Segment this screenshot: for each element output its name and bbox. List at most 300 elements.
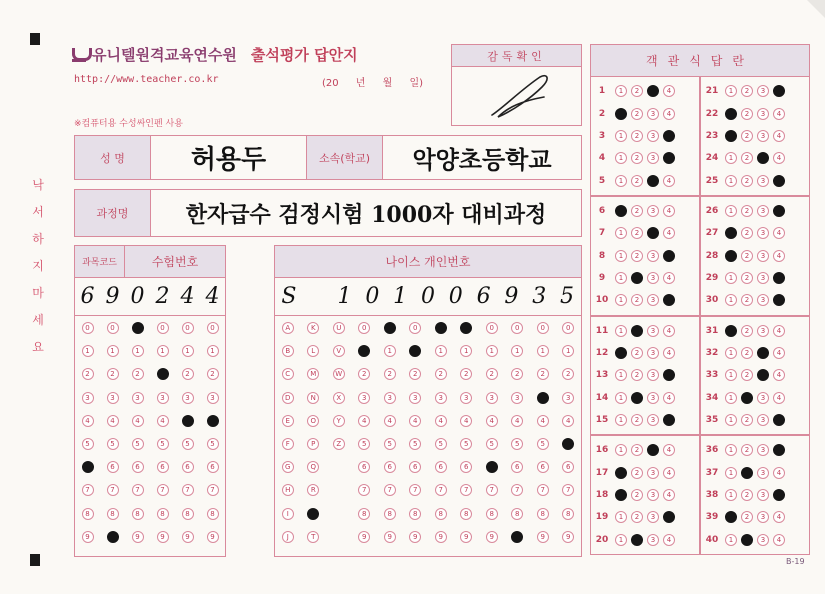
- bubble-option[interactable]: [333, 461, 345, 473]
- bubble-option[interactable]: 5: [435, 438, 447, 450]
- answer-bubble[interactable]: 4: [773, 250, 785, 262]
- course-field[interactable]: 한자급수 검정시험 1000자 대비과정: [185, 201, 547, 228]
- bubble-option[interactable]: 7: [562, 484, 574, 496]
- bubble-option[interactable]: C: [282, 368, 294, 380]
- answer-bubble[interactable]: 4: [663, 108, 675, 120]
- bubble-option[interactable]: 1: [460, 345, 472, 357]
- answer-bubble[interactable]: 2: [631, 294, 643, 306]
- answer-bubble[interactable]: [741, 534, 753, 546]
- bubble-option[interactable]: [460, 322, 472, 334]
- bubble-option[interactable]: 8: [537, 508, 549, 520]
- answer-bubble[interactable]: 1: [615, 392, 627, 404]
- bubble-option[interactable]: 2: [384, 368, 396, 380]
- bubble-option[interactable]: [182, 415, 194, 427]
- bubble-option[interactable]: 0: [107, 322, 119, 334]
- bubble-option[interactable]: 8: [207, 508, 219, 520]
- answer-bubble[interactable]: 4: [663, 347, 675, 359]
- answer-bubble[interactable]: 4: [773, 467, 785, 479]
- answer-bubble[interactable]: 3: [647, 108, 659, 120]
- bubble-option[interactable]: 2: [460, 368, 472, 380]
- bubble-option[interactable]: N: [307, 392, 319, 404]
- bubble-option[interactable]: 3: [207, 392, 219, 404]
- answer-bubble[interactable]: 3: [757, 414, 769, 426]
- answer-bubble[interactable]: 1: [725, 392, 737, 404]
- answer-bubble[interactable]: 3: [757, 130, 769, 142]
- bubble-option[interactable]: F: [282, 438, 294, 450]
- bubble-option[interactable]: 6: [562, 461, 574, 473]
- bubble-option[interactable]: 8: [384, 508, 396, 520]
- answer-bubble[interactable]: 2: [631, 175, 643, 187]
- bubble-option[interactable]: 7: [409, 484, 421, 496]
- bubble-option[interactable]: O: [307, 415, 319, 427]
- bubble-option[interactable]: 9: [537, 531, 549, 543]
- answer-bubble[interactable]: 1: [615, 534, 627, 546]
- bubble-option[interactable]: 8: [486, 508, 498, 520]
- bubble-option[interactable]: P: [307, 438, 319, 450]
- answer-bubble[interactable]: 1: [615, 369, 627, 381]
- answer-bubble[interactable]: 4: [773, 325, 785, 337]
- bubble-option[interactable]: L: [307, 345, 319, 357]
- bubble-option[interactable]: 2: [358, 368, 370, 380]
- bubble-option[interactable]: 8: [562, 508, 574, 520]
- answer-bubble[interactable]: 2: [631, 369, 643, 381]
- bubble-option[interactable]: 4: [409, 415, 421, 427]
- bubble-option[interactable]: 1: [107, 345, 119, 357]
- answer-bubble[interactable]: 2: [741, 272, 753, 284]
- answer-bubble[interactable]: 2: [741, 250, 753, 262]
- answer-bubble[interactable]: 3: [647, 325, 659, 337]
- bubble-option[interactable]: 5: [358, 438, 370, 450]
- answer-bubble[interactable]: [725, 250, 737, 262]
- answer-bubble[interactable]: 1: [725, 152, 737, 164]
- bubble-option[interactable]: 8: [132, 508, 144, 520]
- bubble-option[interactable]: 3: [157, 392, 169, 404]
- bubble-option[interactable]: [107, 531, 119, 543]
- bubble-option[interactable]: 9: [157, 531, 169, 543]
- answer-bubble[interactable]: 3: [647, 130, 659, 142]
- answer-bubble[interactable]: 1: [615, 325, 627, 337]
- answer-bubble[interactable]: 3: [647, 294, 659, 306]
- answer-bubble[interactable]: 3: [647, 534, 659, 546]
- bubble-option[interactable]: 6: [207, 461, 219, 473]
- bubble-option[interactable]: 1: [207, 345, 219, 357]
- answer-bubble[interactable]: 3: [647, 392, 659, 404]
- answer-bubble[interactable]: 2: [741, 175, 753, 187]
- bubble-option[interactable]: 4: [562, 415, 574, 427]
- answer-bubble[interactable]: [663, 294, 675, 306]
- answer-bubble[interactable]: [647, 85, 659, 97]
- answer-bubble[interactable]: 3: [647, 250, 659, 262]
- bubble-option[interactable]: [409, 345, 421, 357]
- bubble-option[interactable]: 1: [182, 345, 194, 357]
- answer-bubble[interactable]: 4: [773, 152, 785, 164]
- bubble-option[interactable]: 2: [132, 368, 144, 380]
- bubble-option[interactable]: [207, 415, 219, 427]
- answer-bubble[interactable]: [631, 534, 643, 546]
- bubble-option[interactable]: 4: [460, 415, 472, 427]
- bubble-option[interactable]: 2: [435, 368, 447, 380]
- answer-bubble[interactable]: 4: [773, 369, 785, 381]
- bubble-option[interactable]: 0: [511, 322, 523, 334]
- bubble-option[interactable]: 2: [537, 368, 549, 380]
- bubble-option[interactable]: 9: [132, 531, 144, 543]
- answer-bubble[interactable]: 3: [757, 511, 769, 523]
- bubble-option[interactable]: 2: [562, 368, 574, 380]
- bubble-option[interactable]: 2: [107, 368, 119, 380]
- bubble-option[interactable]: 8: [409, 508, 421, 520]
- bubble-option[interactable]: 7: [107, 484, 119, 496]
- bubble-option[interactable]: 7: [157, 484, 169, 496]
- bubble-option[interactable]: 2: [511, 368, 523, 380]
- answer-bubble[interactable]: 4: [663, 392, 675, 404]
- bubble-option[interactable]: D: [282, 392, 294, 404]
- bubble-option[interactable]: 8: [435, 508, 447, 520]
- answer-bubble[interactable]: 2: [631, 489, 643, 501]
- bubble-option[interactable]: [333, 484, 345, 496]
- bubble-option[interactable]: 0: [157, 322, 169, 334]
- answer-bubble[interactable]: 2: [741, 489, 753, 501]
- answer-bubble[interactable]: [631, 392, 643, 404]
- answer-bubble[interactable]: [615, 489, 627, 501]
- bubble-option[interactable]: 9: [384, 531, 396, 543]
- answer-bubble[interactable]: 1: [615, 175, 627, 187]
- bubble-option[interactable]: 5: [486, 438, 498, 450]
- bubble-option[interactable]: 5: [107, 438, 119, 450]
- bubble-option[interactable]: V: [333, 345, 345, 357]
- bubble-option[interactable]: 8: [82, 508, 94, 520]
- bubble-option[interactable]: [333, 531, 345, 543]
- bubble-option[interactable]: [333, 508, 345, 520]
- bubble-option[interactable]: 1: [486, 345, 498, 357]
- bubble-option[interactable]: 5: [537, 438, 549, 450]
- bubble-option[interactable]: 0: [537, 322, 549, 334]
- answer-bubble[interactable]: 1: [725, 272, 737, 284]
- answer-bubble[interactable]: 3: [757, 175, 769, 187]
- answer-bubble[interactable]: 1: [725, 175, 737, 187]
- bubble-option[interactable]: 3: [358, 392, 370, 404]
- bubble-option[interactable]: 4: [486, 415, 498, 427]
- bubble-option[interactable]: 7: [384, 484, 396, 496]
- bubble-option[interactable]: 3: [486, 392, 498, 404]
- bubble-option[interactable]: 9: [562, 531, 574, 543]
- answer-bubble[interactable]: [757, 152, 769, 164]
- answer-bubble[interactable]: 4: [663, 175, 675, 187]
- answer-bubble[interactable]: 2: [741, 369, 753, 381]
- answer-bubble[interactable]: 2: [741, 205, 753, 217]
- bubble-option[interactable]: 0: [358, 322, 370, 334]
- bubble-option[interactable]: J: [282, 531, 294, 543]
- bubble-option[interactable]: 4: [157, 415, 169, 427]
- answer-bubble[interactable]: 4: [663, 205, 675, 217]
- bubble-option[interactable]: 0: [562, 322, 574, 334]
- bubble-option[interactable]: 0: [207, 322, 219, 334]
- answer-bubble[interactable]: 2: [631, 347, 643, 359]
- answer-bubble[interactable]: 1: [725, 414, 737, 426]
- answer-bubble[interactable]: 4: [663, 325, 675, 337]
- bubble-option[interactable]: 8: [358, 508, 370, 520]
- answer-bubble[interactable]: 1: [615, 294, 627, 306]
- bubble-option[interactable]: [537, 392, 549, 404]
- bubble-option[interactable]: 0: [409, 322, 421, 334]
- bubble-option[interactable]: 7: [460, 484, 472, 496]
- bubble-option[interactable]: G: [282, 461, 294, 473]
- answer-bubble[interactable]: 2: [741, 511, 753, 523]
- answer-bubble[interactable]: 3: [757, 467, 769, 479]
- answer-bubble[interactable]: [773, 489, 785, 501]
- answer-bubble[interactable]: [725, 511, 737, 523]
- answer-bubble[interactable]: 1: [725, 489, 737, 501]
- bubble-option[interactable]: 5: [132, 438, 144, 450]
- bubble-option[interactable]: 5: [182, 438, 194, 450]
- answer-bubble[interactable]: [773, 444, 785, 456]
- bubble-option[interactable]: 3: [562, 392, 574, 404]
- bubble-option[interactable]: 1: [132, 345, 144, 357]
- answer-bubble[interactable]: 2: [741, 414, 753, 426]
- bubble-option[interactable]: 9: [460, 531, 472, 543]
- bubble-option[interactable]: B: [282, 345, 294, 357]
- bubble-option[interactable]: Z: [333, 438, 345, 450]
- bubble-option[interactable]: H: [282, 484, 294, 496]
- bubble-option[interactable]: 4: [107, 415, 119, 427]
- answer-bubble[interactable]: 2: [631, 205, 643, 217]
- bubble-option[interactable]: 9: [207, 531, 219, 543]
- org-field[interactable]: 악양초등학교: [412, 145, 552, 174]
- answer-bubble[interactable]: 3: [757, 444, 769, 456]
- bubble-option[interactable]: [82, 461, 94, 473]
- bubble-option[interactable]: [157, 368, 169, 380]
- answer-bubble[interactable]: 2: [741, 347, 753, 359]
- bubble-option[interactable]: [486, 461, 498, 473]
- answer-bubble[interactable]: 4: [663, 467, 675, 479]
- answer-bubble[interactable]: 1: [725, 467, 737, 479]
- bubble-option[interactable]: 7: [207, 484, 219, 496]
- bubble-option[interactable]: 6: [409, 461, 421, 473]
- answer-bubble[interactable]: [663, 511, 675, 523]
- bubble-option[interactable]: 6: [182, 461, 194, 473]
- answer-bubble[interactable]: 3: [757, 294, 769, 306]
- answer-bubble[interactable]: 2: [631, 444, 643, 456]
- answer-bubble[interactable]: 3: [757, 325, 769, 337]
- bubble-option[interactable]: 2: [82, 368, 94, 380]
- bubble-option[interactable]: 1: [82, 345, 94, 357]
- answer-bubble[interactable]: 1: [725, 85, 737, 97]
- answer-bubble[interactable]: 1: [725, 205, 737, 217]
- answer-bubble[interactable]: 1: [615, 444, 627, 456]
- bubble-option[interactable]: 1: [562, 345, 574, 357]
- bubble-option[interactable]: 9: [82, 531, 94, 543]
- bubble-option[interactable]: K: [307, 322, 319, 334]
- answer-bubble[interactable]: [615, 205, 627, 217]
- answer-bubble[interactable]: 3: [757, 489, 769, 501]
- answer-bubble[interactable]: 2: [741, 444, 753, 456]
- answer-bubble[interactable]: 4: [663, 444, 675, 456]
- bubble-option[interactable]: 9: [409, 531, 421, 543]
- bubble-option[interactable]: T: [307, 531, 319, 543]
- answer-bubble[interactable]: 2: [631, 467, 643, 479]
- answer-bubble[interactable]: 4: [773, 227, 785, 239]
- answer-bubble[interactable]: 2: [741, 85, 753, 97]
- bubble-option[interactable]: 2: [182, 368, 194, 380]
- bubble-option[interactable]: 7: [486, 484, 498, 496]
- bubble-option[interactable]: I: [282, 508, 294, 520]
- answer-bubble[interactable]: [647, 227, 659, 239]
- bubble-option[interactable]: 2: [409, 368, 421, 380]
- answer-bubble[interactable]: 1: [615, 250, 627, 262]
- answer-bubble[interactable]: [663, 250, 675, 262]
- answer-bubble[interactable]: 2: [631, 250, 643, 262]
- bubble-option[interactable]: 1: [435, 345, 447, 357]
- bubble-option[interactable]: 7: [358, 484, 370, 496]
- bubble-option[interactable]: Q: [307, 461, 319, 473]
- name-field[interactable]: 허용두: [151, 136, 307, 179]
- answer-bubble[interactable]: [773, 414, 785, 426]
- answer-bubble[interactable]: 4: [663, 489, 675, 501]
- bubble-option[interactable]: W: [333, 368, 345, 380]
- bubble-option[interactable]: R: [307, 484, 319, 496]
- bubble-option[interactable]: 3: [435, 392, 447, 404]
- bubble-option[interactable]: 4: [82, 415, 94, 427]
- answer-bubble[interactable]: 1: [725, 369, 737, 381]
- answer-bubble[interactable]: 3: [647, 347, 659, 359]
- bubble-option[interactable]: 5: [207, 438, 219, 450]
- bubble-option[interactable]: 7: [82, 484, 94, 496]
- bubble-option[interactable]: A: [282, 322, 294, 334]
- bubble-option[interactable]: 3: [460, 392, 472, 404]
- answer-bubble[interactable]: 4: [663, 534, 675, 546]
- bubble-option[interactable]: 3: [511, 392, 523, 404]
- bubble-option[interactable]: 0: [82, 322, 94, 334]
- bubble-option[interactable]: 4: [384, 415, 396, 427]
- bubble-option[interactable]: 4: [358, 415, 370, 427]
- bubble-option[interactable]: 6: [132, 461, 144, 473]
- bubble-option[interactable]: 3: [384, 392, 396, 404]
- bubble-option[interactable]: 9: [182, 531, 194, 543]
- answer-bubble[interactable]: 3: [757, 85, 769, 97]
- answer-bubble[interactable]: 2: [741, 108, 753, 120]
- answer-bubble[interactable]: 3: [647, 511, 659, 523]
- bubble-option[interactable]: 1: [511, 345, 523, 357]
- answer-bubble[interactable]: 3: [757, 227, 769, 239]
- bubble-option[interactable]: 0: [182, 322, 194, 334]
- answer-bubble[interactable]: [615, 347, 627, 359]
- answer-bubble[interactable]: 3: [757, 108, 769, 120]
- bubble-option[interactable]: Y: [333, 415, 345, 427]
- answer-bubble[interactable]: 1: [725, 534, 737, 546]
- bubble-option[interactable]: 4: [537, 415, 549, 427]
- answer-bubble[interactable]: 1: [615, 511, 627, 523]
- bubble-option[interactable]: 3: [409, 392, 421, 404]
- answer-bubble[interactable]: 4: [773, 130, 785, 142]
- bubble-option[interactable]: 6: [157, 461, 169, 473]
- bubble-option[interactable]: 8: [157, 508, 169, 520]
- bubble-option[interactable]: 5: [384, 438, 396, 450]
- answer-bubble[interactable]: 1: [615, 272, 627, 284]
- answer-bubble[interactable]: 3: [757, 534, 769, 546]
- bubble-option[interactable]: 5: [409, 438, 421, 450]
- bubble-option[interactable]: 0: [486, 322, 498, 334]
- bubble-option[interactable]: 5: [82, 438, 94, 450]
- answer-bubble[interactable]: [615, 467, 627, 479]
- bubble-option[interactable]: 1: [157, 345, 169, 357]
- bubble-option[interactable]: [562, 438, 574, 450]
- bubble-option[interactable]: 8: [460, 508, 472, 520]
- answer-bubble[interactable]: [663, 369, 675, 381]
- bubble-option[interactable]: 9: [486, 531, 498, 543]
- bubble-option[interactable]: 6: [384, 461, 396, 473]
- bubble-option[interactable]: 1: [537, 345, 549, 357]
- answer-bubble[interactable]: 4: [773, 534, 785, 546]
- bubble-option[interactable]: 7: [537, 484, 549, 496]
- answer-bubble[interactable]: [663, 130, 675, 142]
- answer-bubble[interactable]: 2: [741, 294, 753, 306]
- bubble-option[interactable]: [384, 322, 396, 334]
- answer-bubble[interactable]: 3: [757, 392, 769, 404]
- answer-bubble[interactable]: 3: [647, 152, 659, 164]
- answer-bubble[interactable]: [773, 205, 785, 217]
- answer-bubble[interactable]: 4: [773, 511, 785, 523]
- bubble-option[interactable]: 3: [132, 392, 144, 404]
- bubble-option[interactable]: 6: [511, 461, 523, 473]
- answer-bubble[interactable]: [773, 272, 785, 284]
- bubble-option[interactable]: 3: [82, 392, 94, 404]
- answer-bubble[interactable]: [631, 272, 643, 284]
- bubble-option[interactable]: 6: [435, 461, 447, 473]
- answer-bubble[interactable]: [663, 152, 675, 164]
- answer-bubble[interactable]: [647, 444, 659, 456]
- bubble-option[interactable]: [511, 531, 523, 543]
- answer-bubble[interactable]: 3: [757, 205, 769, 217]
- bubble-option[interactable]: 8: [107, 508, 119, 520]
- bubble-option[interactable]: 4: [435, 415, 447, 427]
- answer-bubble[interactable]: 2: [631, 414, 643, 426]
- answer-bubble[interactable]: [773, 85, 785, 97]
- bubble-option[interactable]: [435, 322, 447, 334]
- answer-bubble[interactable]: 1: [725, 294, 737, 306]
- answer-bubble[interactable]: [773, 294, 785, 306]
- answer-bubble[interactable]: [725, 325, 737, 337]
- bubble-option[interactable]: 5: [157, 438, 169, 450]
- answer-bubble[interactable]: 3: [757, 272, 769, 284]
- bubble-option[interactable]: U: [333, 322, 345, 334]
- bubble-option[interactable]: 5: [511, 438, 523, 450]
- answer-bubble[interactable]: 2: [631, 108, 643, 120]
- bubble-option[interactable]: 6: [537, 461, 549, 473]
- answer-bubble[interactable]: 2: [741, 152, 753, 164]
- answer-bubble[interactable]: 2: [631, 227, 643, 239]
- bubble-option[interactable]: 2: [486, 368, 498, 380]
- answer-bubble[interactable]: 3: [757, 250, 769, 262]
- answer-bubble[interactable]: 1: [725, 347, 737, 359]
- answer-bubble[interactable]: 1: [615, 414, 627, 426]
- bubble-option[interactable]: 6: [107, 461, 119, 473]
- bubble-option[interactable]: 8: [182, 508, 194, 520]
- answer-bubble[interactable]: 2: [631, 85, 643, 97]
- bubble-option[interactable]: [132, 322, 144, 334]
- bubble-option[interactable]: 4: [511, 415, 523, 427]
- bubble-option[interactable]: 9: [435, 531, 447, 543]
- answer-bubble[interactable]: [741, 467, 753, 479]
- answer-bubble[interactable]: 3: [647, 489, 659, 501]
- answer-bubble[interactable]: 1: [725, 444, 737, 456]
- bubble-option[interactable]: M: [307, 368, 319, 380]
- answer-bubble[interactable]: 4: [663, 272, 675, 284]
- bubble-option[interactable]: 1: [384, 345, 396, 357]
- answer-bubble[interactable]: 3: [647, 414, 659, 426]
- answer-bubble[interactable]: [725, 108, 737, 120]
- answer-bubble[interactable]: 2: [741, 130, 753, 142]
- bubble-option[interactable]: 4: [132, 415, 144, 427]
- answer-bubble[interactable]: 4: [663, 227, 675, 239]
